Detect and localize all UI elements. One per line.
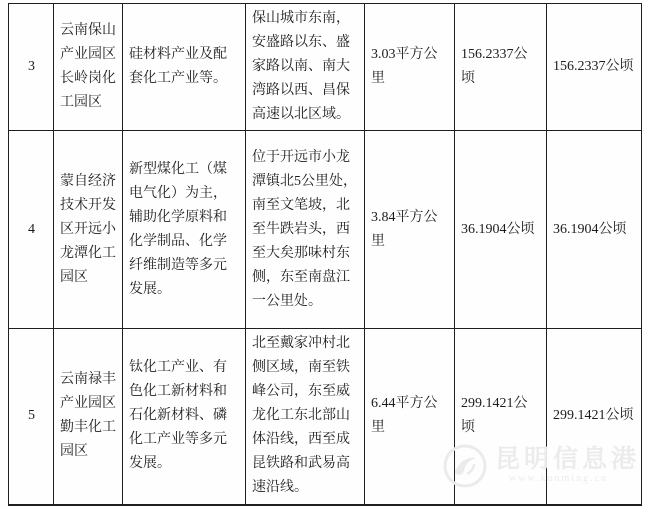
industry-cell: 硅材料产业及配套化工产业等。: [123, 4, 246, 131]
location-cell: 位于开远市小龙潭镇北5公里处，南至文笔坡，北至牛跌岩头，西至大矣那味村东侧，东至南盘江一公里处。: [246, 131, 365, 329]
row-number-cell: 3: [9, 4, 54, 131]
watermark-url: www.kunming.cn: [509, 473, 609, 484]
watermark-title: 昆明信息港: [495, 446, 641, 473]
row-number-cell: 4: [9, 131, 54, 329]
park-name-cell: 蒙自经济技术开发区开远小龙潭化工园区: [54, 131, 123, 329]
area-hectare-confirm-cell: 156.2337公顷: [547, 4, 642, 131]
area-hectare-cell: 299.1421公顷: [455, 329, 547, 505]
area-hectare-cell: 36.1904公顷: [455, 131, 547, 329]
industry-cell: 新型煤化工（煤电气化）为主，辅助化学原料和化学制品、化学纤维制造等多元发展。: [123, 131, 246, 329]
area-hectare-confirm-cell: 299.1421公顷: [547, 329, 642, 505]
area-sqkm-cell: 3.84平方公里: [365, 131, 455, 329]
location-cell: 保山城市东南，安盛路以东、盛家路以南、南大湾路以西、昌保高速以北区域。: [246, 4, 365, 131]
area-sqkm-cell: 6.44平方公里: [365, 329, 455, 505]
row-number-cell: 5: [9, 329, 54, 505]
table-row: [9, 4, 642, 131]
industry-cell: 钛化工产业、有色化工新材料和石化新材料、磷化工产业等多元发展。: [123, 329, 246, 505]
area-hectare-confirm-cell: 36.1904公顷: [547, 131, 642, 329]
table-row: [9, 131, 642, 329]
area-hectare-cell: 156.2337公顷: [455, 4, 547, 131]
industrial-parks-table: [8, 3, 642, 506]
location-cell: 北至戴家冲村北侧区域，南至铁峰公司，东至威龙化工东北部山体沿线，西至成昆铁路和武易高速沿线。: [246, 329, 365, 505]
area-sqkm-cell: 3.03平方公里: [365, 4, 455, 131]
table-row: [9, 329, 642, 505]
park-name-cell: 云南禄丰产业园区勤丰化工园区: [54, 329, 123, 505]
park-name-cell: 云南保山产业园区长岭岗化工园区: [54, 4, 123, 131]
